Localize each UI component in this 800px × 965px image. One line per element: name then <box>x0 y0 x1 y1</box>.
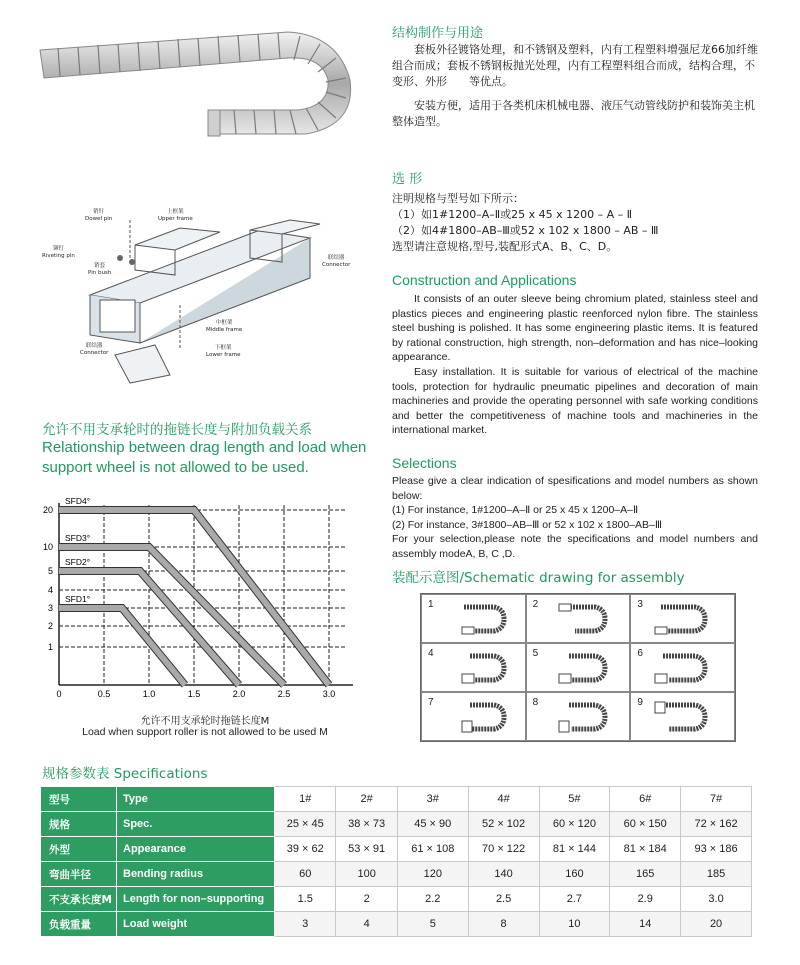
construction-cn-p1: 套板外径镀铬处理，和不锈钢及塑料，内有工程塑料增强尼龙66加纤维组合而成；套板不锈钢板抛光处理，内有工程塑料组合而成，结构合理，不变形、外形 等优点。 <box>392 43 758 88</box>
assembly-cell: 3 <box>630 594 735 643</box>
row-label-en: Appearance <box>117 837 275 862</box>
selection-cn-title: 选 形 <box>392 172 423 187</box>
x-tick-label: 3.0 <box>322 689 336 699</box>
row-label-cn: 规格 <box>41 812 117 837</box>
row-label-cn: 外型 <box>41 837 117 862</box>
chart-title-en: Relationship between drag length and load when support wheel is not allowed to be used. <box>42 439 367 476</box>
table-cell: 5# <box>539 787 610 812</box>
table-cell: 4 <box>336 912 397 937</box>
row-label-en: Bending radius <box>117 862 275 887</box>
chart-xlabel-cn: 允许不用支承轮时拖链长度M <box>140 716 270 727</box>
table-cell: 3# <box>397 787 468 812</box>
x-tick-label: 2.5 <box>277 689 291 699</box>
row-label-en: Length for non–supporting <box>117 887 275 912</box>
table-cell: 2.9 <box>610 887 681 912</box>
assembly-cell: 4 <box>421 643 526 692</box>
x-tick-label: 1.5 <box>187 689 201 699</box>
table-cell: 14 <box>610 912 681 937</box>
specs-title: 规格参数表 Specifications <box>42 766 208 782</box>
assembly-cell: 6 <box>630 643 735 692</box>
construction-en-p2: Easy installation. It is suitable for various of electrical of the machine tools, protection for hydraulic pneumatic pipelines and decoration of main machineries and provide the operating personnel with safe working conditions and better the competitiveness of machine tools and machineries in the international market. <box>392 366 758 436</box>
table-row <box>41 887 752 912</box>
product-photo <box>38 30 368 140</box>
table-cell: 10 <box>539 912 610 937</box>
construction-en-p1: It consists of an outer sleeve being chromium plated, stainless steel and plastics pieces and engineering plastic reenforced nylon fibre. The stainless steel bushing is polished. It has some engineering plastic items. It is featured by rational construction, high strength, non–deformation and has nice–looking appearance. <box>392 293 758 363</box>
label-middle-frame: 中框架 Middle frame <box>206 320 243 333</box>
row-label-en: Spec. <box>117 812 275 837</box>
label-riveting-pin: 铆钉 Riveting pin <box>42 246 75 259</box>
specs-table <box>40 786 752 937</box>
table-row <box>41 787 752 812</box>
y-tick-label: 1 <box>47 642 53 652</box>
table-cell: 7# <box>681 787 752 812</box>
y-tick-label: 5 <box>47 566 53 576</box>
table-row <box>41 812 752 837</box>
table-cell: 1.5 <box>275 887 336 912</box>
table-cell: 2.2 <box>397 887 468 912</box>
table-cell: 8 <box>468 912 539 937</box>
selection-cn-body: 注明规格与型号如下所示： （1）如1#1200–A–Ⅱ或25 x 45 x 1200 – A – Ⅱ （2）如4#1800–AB–Ⅲ或52 x 102 x 1800 – AB – Ⅲ 选型请注意规格,型号,装配形式A、B、C、D。 <box>392 192 659 253</box>
row-label-en: Load weight <box>117 912 275 937</box>
y-tick-label: 20 <box>42 505 53 515</box>
table-row <box>41 837 752 862</box>
series-label: SFD4° <box>65 496 91 506</box>
table-cell: 70 × 122 <box>468 837 539 862</box>
table-cell: 72 × 162 <box>681 812 752 837</box>
table-cell: 4# <box>468 787 539 812</box>
row-label-en: Type <box>117 787 275 812</box>
table-cell: 81 × 144 <box>539 837 610 862</box>
table-cell: 60 × 150 <box>610 812 681 837</box>
table-cell: 3.0 <box>681 887 752 912</box>
table-cell: 93 × 186 <box>681 837 752 862</box>
assembly-cell: 7 <box>421 692 526 741</box>
assembly-cell: 9 <box>630 692 735 741</box>
label-pin-bush: 销套 Pin bush <box>88 263 112 276</box>
row-label-cn: 弯曲半径 <box>41 862 117 887</box>
series-label: SFD2° <box>65 557 91 567</box>
chart-xlabel-en: Load when support roller is not allowed to be used M <box>82 726 328 738</box>
row-label-cn: 型号 <box>41 787 117 812</box>
table-row <box>41 912 752 937</box>
label-dowel-pin: 销钉 Dowel pin <box>85 209 113 222</box>
table-cell: 140 <box>468 862 539 887</box>
x-tick-label: 0.5 <box>97 689 111 699</box>
exploded-diagram <box>20 200 365 385</box>
assembly-cell: 2 <box>526 594 631 643</box>
construction-en-title: Construction and Applications <box>392 272 577 288</box>
y-tick-label: 2 <box>47 621 53 631</box>
table-cell: 160 <box>539 862 610 887</box>
label-upper-frame: 上框架 Upper frame <box>158 209 193 222</box>
table-cell: 185 <box>681 862 752 887</box>
x-tick-label: 2.0 <box>232 689 246 699</box>
table-cell: 25 × 45 <box>275 812 336 837</box>
selections-en-body: Please give a clear indication of spesifications and model numbers as shown below: (1) For instance, 1#1200–A–Ⅱ or 25 x 45 x 1200–A–Ⅱ (2) For instance, 3#1800–AB–Ⅲ or 52 x 102 x 1800–AB–Ⅲ For your selection,please note the specifications and model numbers and assembly modeA, B, C ,D. <box>392 475 758 560</box>
assembly-title: 装配示意图/Schematic drawing for assembly <box>392 570 685 586</box>
assembly-cell: 8 <box>526 692 631 741</box>
construction-cn-title: 结构制作与用途 <box>392 26 484 41</box>
y-tick-label: 4 <box>47 585 53 595</box>
label-lower-frame: 下框架 Lower frame <box>206 345 241 358</box>
x-tick-label: 0 <box>56 689 62 699</box>
table-cell: 53 × 91 <box>336 837 397 862</box>
table-cell: 60 × 120 <box>539 812 610 837</box>
load-length-chart <box>35 495 365 705</box>
table-row <box>41 862 752 887</box>
selections-en-title: Selections <box>392 455 457 471</box>
row-label-cn: 不支承长度M <box>41 887 117 912</box>
x-tick-label: 1.0 <box>142 689 156 699</box>
series-label: SFD3° <box>65 533 91 543</box>
label-connector-right: 联结器 Connector <box>322 255 351 268</box>
table-cell: 120 <box>397 862 468 887</box>
table-cell: 60 <box>275 862 336 887</box>
table-cell: 165 <box>610 862 681 887</box>
assembly-cell: 5 <box>526 643 631 692</box>
table-cell: 61 × 108 <box>397 837 468 862</box>
table-cell: 39 × 62 <box>275 837 336 862</box>
table-cell: 38 × 73 <box>336 812 397 837</box>
table-cell: 20 <box>681 912 752 937</box>
table-cell: 2# <box>336 787 397 812</box>
y-tick-label: 3 <box>47 603 53 613</box>
table-cell: 5 <box>397 912 468 937</box>
table-cell: 52 × 102 <box>468 812 539 837</box>
table-cell: 1# <box>275 787 336 812</box>
table-cell: 81 × 184 <box>610 837 681 862</box>
table-cell: 2 <box>336 887 397 912</box>
assembly-grid <box>420 593 736 742</box>
table-cell: 2.5 <box>468 887 539 912</box>
y-tick-label: 10 <box>42 542 53 552</box>
table-cell: 100 <box>336 862 397 887</box>
chart-title-cn: 允许不用支承轮时的拖链长度与附加负载关系 <box>42 422 312 438</box>
table-cell: 2.7 <box>539 887 610 912</box>
label-connector-left: 联结器 Connector <box>80 343 109 356</box>
series-label: SFD1° <box>65 594 91 604</box>
table-cell: 3 <box>275 912 336 937</box>
row-label-cn: 负载重量 <box>41 912 117 937</box>
construction-cn-p2: 安装方便，适用于各类机床机械电器、液压气动管线防护和装饰美主机整体造型。 <box>392 99 755 128</box>
table-cell: 6# <box>610 787 681 812</box>
assembly-cell: 1 <box>421 594 526 643</box>
table-cell: 45 × 90 <box>397 812 468 837</box>
